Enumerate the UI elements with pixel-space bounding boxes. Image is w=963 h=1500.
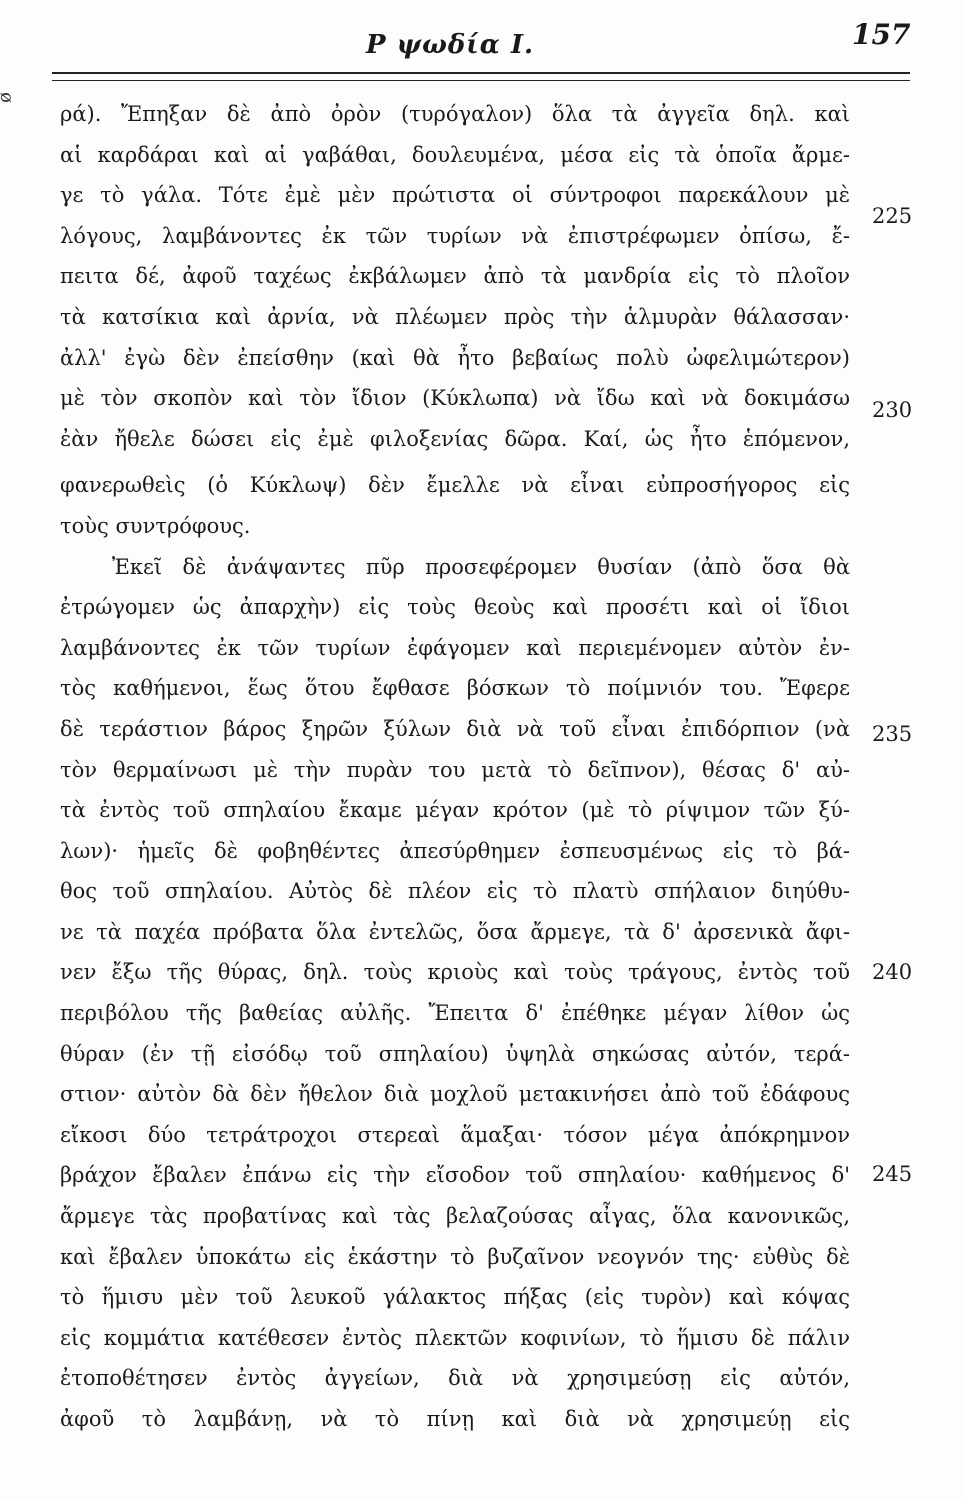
text-line: ἐτοποθέτησεν ἐντὸς ἀγγείων, διὰ νὰ χρησιμεύσῃ εἰς αὐτόν, bbox=[60, 1366, 850, 1391]
text-line: γε τὸ γάλα. Τότε ἐμὲ μὲν πρώτιστα οἱ σύντροφοι παρεκάλουν μὲ bbox=[60, 183, 850, 208]
page-number: 157 bbox=[852, 18, 911, 51]
text-line: φανερωθεὶς (ὁ Κύκλωψ) δὲν ἔμελλε νὰ εἶναι εὐπροσήγορος εἰς bbox=[60, 473, 850, 498]
verse-number-240: 240 bbox=[872, 960, 913, 984]
header-rule bbox=[52, 72, 910, 74]
text-line: λαμβάνοντες ἐκ τῶν τυρίων ἐφάγομεν καὶ περιεμένομεν αὐτὸν ἐν- bbox=[60, 635, 850, 660]
text-line: τὸν θερμαίνωσι μὲ τὴν πυρὰν του μετὰ τὸ δεῖπνον), θέσας δ' αὐ- bbox=[60, 757, 850, 782]
text-line: αἱ καρδάραι καὶ αἱ γαβάθαι, δουλευμένα, μέσα εἰς τὰ ὁποῖα ἄρμε- bbox=[60, 142, 850, 167]
text-line: πειτα δέ, ἀφοῦ ταχέως ἐκβάλωμεν ἀπὸ τὰ μανδρία εἰς τὸ πλοῖον bbox=[60, 264, 850, 289]
text-line: εἴκοσι δύο τετράτροχοι στερεαὶ ἅμαξαι· τόσον μέγα ἀπόκρημνον bbox=[60, 1122, 850, 1147]
text-line: στιον· αὐτὸν δὰ δὲν ἤθελον διὰ μοχλοῦ μετακινήσει ἀπὸ τοῦ ἐδάφους bbox=[60, 1082, 850, 1107]
text-line: ἐτρώγομεν ὡς ἀπαρχὴν) εἰς τοὺς θεοὺς καὶ προσέτι καὶ οἱ ἴδιοι bbox=[60, 595, 850, 620]
header-rule-thin bbox=[52, 80, 910, 81]
text-line: εἰς κομμάτια κατέθεσεν ἐντὸς πλεκτῶν κοφινίων, τὸ ἥμισυ δὲ πάλιν bbox=[60, 1325, 850, 1350]
verse-number-245: 245 bbox=[872, 1162, 913, 1186]
text-line: ρά). Ἔπηξαν δὲ ἀπὸ ὀρὸν (τυρόγαλον) ὅλα τὰ ἀγγεῖα δηλ. καὶ bbox=[60, 102, 850, 126]
text-line: δὲ τεράστιον βάρος ξηρῶν ξύλων διὰ νὰ τοῦ εἶναι ἐπιδόρπιον (νὰ bbox=[60, 716, 850, 741]
text-line: τὰ ἐντὸς τοῦ σπηλαίου ἔκαμε μέγαν κρότον (μὲ τὸ ρίψιμον τῶν ξύ- bbox=[60, 798, 850, 823]
body-text bbox=[60, 94, 850, 1440]
text-line: ἄρμεγε τὰς προβατίνας καὶ τὰς βελαζούσας αἶγας, ὅλα κανονικῶς, bbox=[60, 1204, 850, 1229]
text-line: τὸ ἥμισυ μὲν τοῦ λευκοῦ γάλακτος πήξας (εἰς τυρὸν) καὶ κόψας bbox=[60, 1285, 850, 1310]
verse-number-225: 225 bbox=[872, 204, 913, 228]
verse-number-235: 235 bbox=[872, 722, 913, 746]
text-line: καὶ ἔβαλεν ὑποκάτω εἰς ἑκάστην τὸ βυζαῖνον νεογνόν της· εὐθὺς δὲ bbox=[60, 1244, 850, 1269]
text-line: ἀλλ' ἐγὼ δὲν ἐπείσθην (καὶ θὰ ἦτο βεβαίως πολὺ ὠφελιμώτερον) bbox=[60, 345, 850, 370]
text-line: λων)· ἡμεῖς δὲ φοβηθέντες ἀπεσύρθημεν ἐσπευσμένως εἰς τὸ βά- bbox=[60, 838, 850, 863]
margin-mark: ᴓ bbox=[0, 86, 12, 107]
text-line: τοὺς συντρόφους. bbox=[60, 513, 251, 538]
text-line: ἐὰν ἤθελε δώσει εἰς ἐμὲ φιλοξενίας δῶρα. Καί, ὡς ἦτο ἑπόμενον, bbox=[60, 426, 850, 451]
text-line: τὰ κατσίκια καὶ ἀρνία, νὰ πλέωμεν πρὸς τὴν ἁλμυρὰν θάλασσαν· bbox=[60, 304, 850, 329]
text-line: βράχον ἔβαλεν ἐπάνω εἰς τὴν εἴσοδον τοῦ σπηλαίου· καθήμενος δ' bbox=[60, 1163, 850, 1188]
text-line: περιβόλου τῆς βαθείας αὐλῆς. Ἔπειτα δ' ἐπέθηκε μέγαν λίθον ὡς bbox=[60, 1001, 850, 1026]
text-line: θύραν (ἐν τῇ εἰσόδῳ τοῦ σπηλαίου) ὑψηλὰ σηκώσας αὐτόν, τερά- bbox=[60, 1041, 850, 1066]
running-head-title: Ρ ψωδία Ι. bbox=[366, 30, 535, 60]
text-line: νεν ἔξω τῆς θύρας, δηλ. τοὺς κριοὺς καὶ τοὺς τράγους, ἐντὸς τοῦ bbox=[60, 960, 850, 985]
paragraph-first-line: Ἐκεῖ δὲ ἀνάψαντες πῦρ προσεφέρομεν θυσίαν (ἀπὸ ὅσα θὰ bbox=[112, 554, 850, 579]
text-line: ἀφοῦ τὸ λαμβάνῃ, νὰ τὸ πίνῃ καὶ διὰ νὰ χρησιμεύῃ εἰς bbox=[60, 1407, 850, 1431]
text-line: μὲ τὸν σκοπὸν καὶ τὸν ἴδιον (Κύκλωπα) νὰ ἴδω καὶ νὰ δοκιμάσω bbox=[60, 386, 850, 411]
text-line: θος τοῦ σπηλαίου. Αὐτὸς δὲ πλέον εἰς τὸ πλατὺ σπήλαιον διηύθυ- bbox=[60, 879, 850, 904]
verse-number-230: 230 bbox=[872, 398, 913, 422]
text-line: τὸς καθήμενοι, ἕως ὅτου ἔφθασε βόσκων τὸ ποίμνιόν του. Ἔφερε bbox=[60, 676, 850, 701]
text-line: νε τὰ παχέα πρόβατα ὅλα ἐντελῶς, ὅσα ἄρμεγε, τὰ δ' ἀρσενικὰ ἄφι- bbox=[60, 919, 850, 944]
text-line: λόγους, λαμβάνοντες ἐκ τῶν τυρίων νὰ ἐπιστρέφωμεν ὀπίσω, ἔ- bbox=[60, 223, 850, 248]
